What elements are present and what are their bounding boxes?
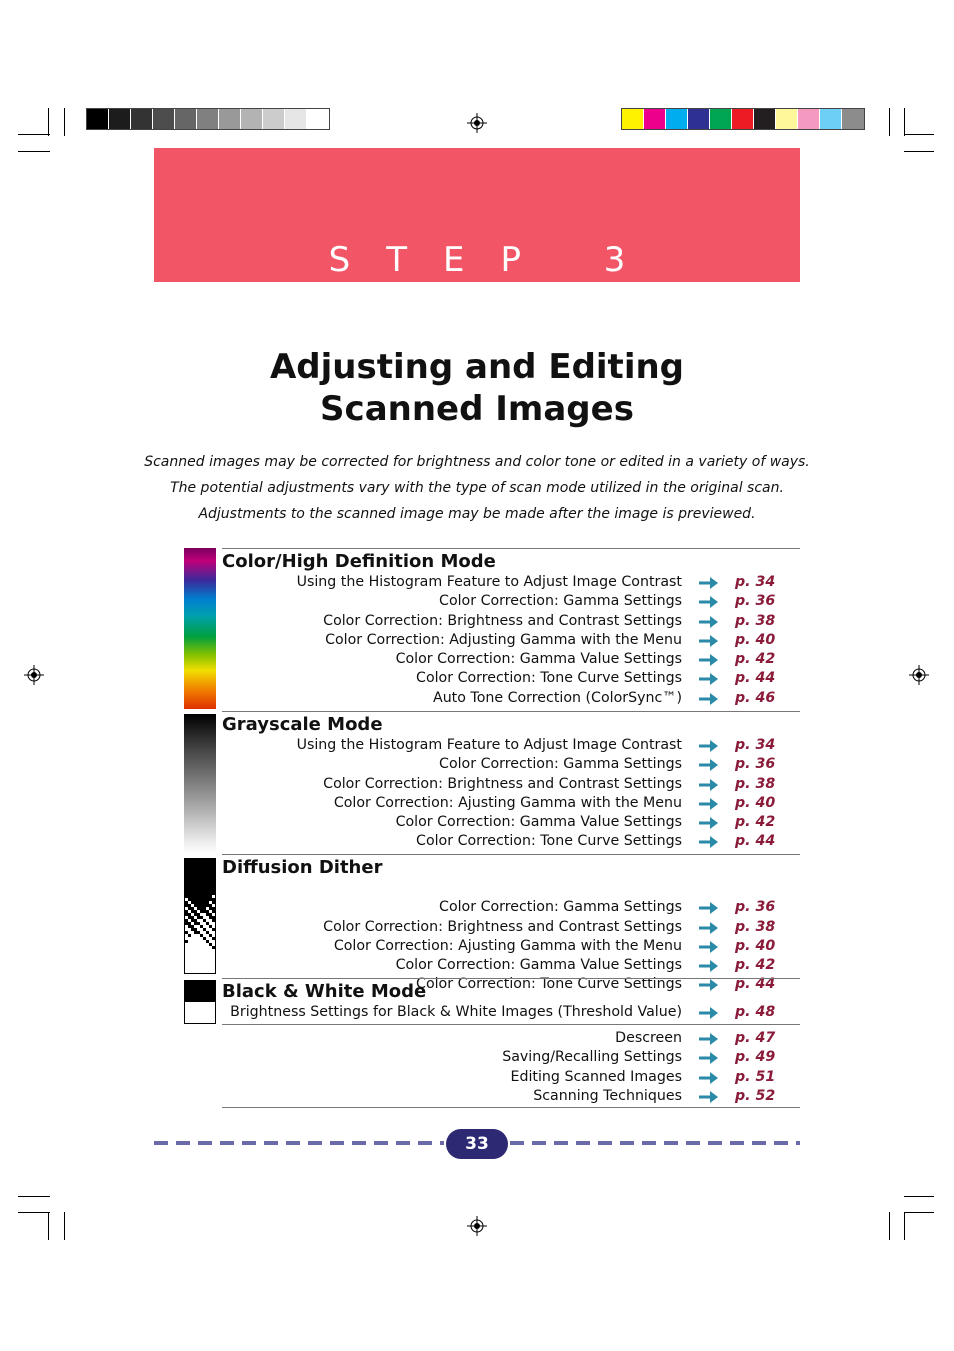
step-banner-text: STEP 3 xyxy=(328,240,662,280)
entry-label: Color Correction: Adjusting Gamma with the Menu xyxy=(325,631,682,648)
entry-label: Color Correction: Tone Curve Settings xyxy=(416,833,682,850)
dither-pattern-bar xyxy=(184,858,216,974)
contents-entry[interactable] xyxy=(222,1048,800,1067)
contents-entry[interactable] xyxy=(222,650,800,669)
calibration-swatch xyxy=(197,109,219,129)
entry-label: Color Correction: Gamma Settings xyxy=(439,756,682,773)
arrow-right-icon xyxy=(698,672,720,686)
page-reference-link[interactable]: p. 38 xyxy=(735,775,776,792)
contents-section xyxy=(222,548,800,708)
arrow-right-icon xyxy=(698,940,720,954)
contents-entry[interactable] xyxy=(222,1029,800,1048)
entry-label: Color Correction: Gamma Value Settings xyxy=(395,957,682,974)
calibration-swatch xyxy=(285,109,307,129)
calibration-swatch xyxy=(644,109,666,129)
page-reference-link[interactable]: p. 44 xyxy=(735,976,776,993)
entry-label: Color Correction: Gamma Settings xyxy=(439,593,682,610)
step-banner xyxy=(154,148,800,282)
entry-label: Color Correction: Gamma Settings xyxy=(439,899,682,916)
page-title-line-2: Scanned Images xyxy=(320,389,634,429)
calibration-swatch xyxy=(219,109,241,129)
entry-label: Brightness Settings for Black & White Images (Threshold Value) xyxy=(230,1004,682,1020)
calibration-swatch xyxy=(688,109,710,129)
page-reference-link[interactable]: p. 52 xyxy=(735,1087,776,1104)
contents-entry[interactable] xyxy=(222,794,800,813)
page-reference-link[interactable]: p. 42 xyxy=(735,957,776,974)
footer-dashed-rule-left xyxy=(154,1141,444,1145)
contents-entry[interactable] xyxy=(222,1003,800,1022)
page-reference-link[interactable]: p. 40 xyxy=(735,794,776,811)
calibration-swatch xyxy=(820,109,842,129)
registration-crosshair-icon xyxy=(467,113,487,133)
contents-entry[interactable] xyxy=(222,775,800,794)
calibration-swatch xyxy=(307,109,329,129)
entry-label: Color Correction: Gamma Value Settings xyxy=(395,651,682,668)
contents-section xyxy=(222,854,800,995)
color-mode-spectrum-bar xyxy=(184,548,216,709)
page-reference-link[interactable]: p. 49 xyxy=(735,1049,776,1066)
arrow-right-icon xyxy=(698,835,720,849)
intro-line: Scanned images may be corrected for brightness and color tone or edited in a variety of ways. xyxy=(144,454,810,470)
registration-crosshair-icon xyxy=(24,665,44,685)
section-title: Color/High Definition Mode xyxy=(222,551,496,572)
entry-label: Color Correction: Tone Curve Settings xyxy=(416,670,682,687)
contents-entry[interactable] xyxy=(222,918,800,937)
section-title: Diffusion Dither xyxy=(222,857,383,878)
arrow-right-icon xyxy=(698,1032,720,1046)
intro-paragraph xyxy=(0,449,954,527)
contents-entry[interactable] xyxy=(222,736,800,755)
arrow-right-icon xyxy=(698,816,720,830)
contents-section xyxy=(222,711,800,852)
contents-entry[interactable] xyxy=(222,1087,800,1106)
page-reference-link[interactable]: p. 42 xyxy=(735,651,776,668)
arrow-right-icon xyxy=(698,739,720,753)
contents-entry[interactable] xyxy=(222,755,800,774)
page-reference-link[interactable]: p. 40 xyxy=(735,631,776,648)
entry-label: Color Correction: Gamma Value Settings xyxy=(395,814,682,831)
contents-entry[interactable] xyxy=(222,937,800,956)
arrow-right-icon xyxy=(698,921,720,935)
arrow-right-icon xyxy=(698,1006,720,1020)
arrow-right-icon xyxy=(698,758,720,772)
arrow-right-icon xyxy=(698,1051,720,1065)
contents-entry[interactable] xyxy=(222,573,800,592)
page-reference-link[interactable]: p. 51 xyxy=(735,1068,776,1085)
page-reference-link[interactable]: p. 36 xyxy=(735,593,776,610)
contents-section xyxy=(222,978,800,1022)
calibration-swatch xyxy=(263,109,285,129)
calibration-swatch xyxy=(666,109,688,129)
calibration-swatch xyxy=(622,109,644,129)
calibration-swatch xyxy=(131,109,153,129)
entry-label: Color Correction: Brightness and Contrast Settings xyxy=(323,775,682,792)
calibration-swatch xyxy=(732,109,754,129)
entry-label: Color Correction: Ajusting Gamma with the Menu xyxy=(333,937,682,954)
entry-label: Color Correction: Ajusting Gamma with the Menu xyxy=(333,794,682,811)
arrow-right-icon xyxy=(698,778,720,792)
entry-label: Scanning Techniques xyxy=(533,1087,682,1104)
arrow-right-icon xyxy=(698,595,720,609)
contents-entry[interactable] xyxy=(222,1068,800,1087)
page-reference-link[interactable]: p. 36 xyxy=(735,756,776,773)
calibration-swatch xyxy=(175,109,197,129)
page-number: 33 xyxy=(446,1129,508,1159)
contents-bottom-rule xyxy=(222,1107,800,1108)
contents-entry[interactable] xyxy=(222,689,800,708)
arrow-right-icon xyxy=(698,653,720,667)
arrow-right-icon xyxy=(698,615,720,629)
contents-entry[interactable] xyxy=(222,592,800,611)
page-reference-link[interactable]: p. 44 xyxy=(735,833,776,850)
color-calibration-bar xyxy=(621,108,865,130)
section-title: Black & White Mode xyxy=(222,981,427,1002)
grayscale-gradient-bar xyxy=(184,714,216,854)
entry-label: Editing Scanned Images xyxy=(510,1068,682,1085)
calibration-swatch xyxy=(710,109,732,129)
calibration-swatch xyxy=(754,109,776,129)
contents-entry[interactable] xyxy=(222,832,800,851)
page-reference-link[interactable]: p. 48 xyxy=(735,1004,776,1020)
entry-label: Color Correction: Tone Curve Settings xyxy=(416,976,682,993)
arrow-right-icon xyxy=(698,1071,720,1085)
footer-dashed-rule-right xyxy=(510,1141,800,1145)
page-reference-link[interactable]: p. 44 xyxy=(735,670,776,687)
page-reference-link[interactable]: p. 46 xyxy=(735,689,776,706)
calibration-swatch xyxy=(776,109,798,129)
entry-label: Color Correction: Brightness and Contrast Settings xyxy=(323,918,682,935)
contents-entry[interactable] xyxy=(222,669,800,688)
page-reference-link[interactable]: p. 34 xyxy=(735,574,776,590)
contents-entry[interactable] xyxy=(222,898,800,917)
calibration-swatch xyxy=(798,109,820,129)
page-reference-link[interactable]: p. 38 xyxy=(735,612,776,629)
black-white-bar xyxy=(184,980,216,1024)
page-title-line-1: Adjusting and Editing xyxy=(269,347,685,387)
calibration-swatch xyxy=(87,109,109,129)
arrow-right-icon xyxy=(698,1090,720,1104)
page-reference-link[interactable]: p. 42 xyxy=(735,814,776,831)
arrow-right-icon xyxy=(698,797,720,811)
arrow-right-icon xyxy=(698,576,720,590)
calibration-swatch xyxy=(153,109,175,129)
arrow-right-icon xyxy=(698,634,720,648)
registration-crosshair-icon xyxy=(467,1216,487,1236)
intro-line: Adjustments to the scanned image may be made after the image is previewed. xyxy=(198,506,756,522)
registration-crosshair-icon xyxy=(909,665,929,685)
arrow-right-icon xyxy=(698,901,720,915)
contents-entry[interactable] xyxy=(222,612,800,631)
arrow-right-icon xyxy=(698,959,720,973)
page-title xyxy=(0,346,954,430)
contents-entry[interactable] xyxy=(222,813,800,832)
section-title: Grayscale Mode xyxy=(222,714,383,735)
entry-label: Using the Histogram Feature to Adjust Image Contrast xyxy=(296,574,682,590)
contents-entry[interactable] xyxy=(222,956,800,975)
calibration-swatch xyxy=(109,109,131,129)
entry-label: Color Correction: Brightness and Contrast Settings xyxy=(323,612,682,629)
contents-section xyxy=(222,1024,800,1106)
calibration-swatch xyxy=(241,109,263,129)
page-reference-link[interactable]: p. 40 xyxy=(735,937,776,954)
entry-label: Using the Histogram Feature to Adjust Image Contrast xyxy=(296,737,682,753)
page-reference-link[interactable]: p. 36 xyxy=(735,899,776,916)
entry-label: Saving/Recalling Settings xyxy=(502,1049,682,1066)
arrow-right-icon xyxy=(698,692,720,706)
calibration-swatch xyxy=(842,109,864,129)
entry-label: Descreen xyxy=(615,1030,682,1046)
contents-entry xyxy=(222,879,800,898)
intro-line: The potential adjustments vary with the type of scan mode utilized in the original scan. xyxy=(170,480,784,496)
gray-calibration-bar xyxy=(86,108,330,130)
page-reference-link[interactable]: p. 34 xyxy=(735,737,776,753)
page-reference-link[interactable]: p. 38 xyxy=(735,918,776,935)
page-reference-link[interactable]: p. 47 xyxy=(735,1030,776,1046)
entry-label: Auto Tone Correction (ColorSync™) xyxy=(432,689,682,706)
contents-entry[interactable] xyxy=(222,631,800,650)
